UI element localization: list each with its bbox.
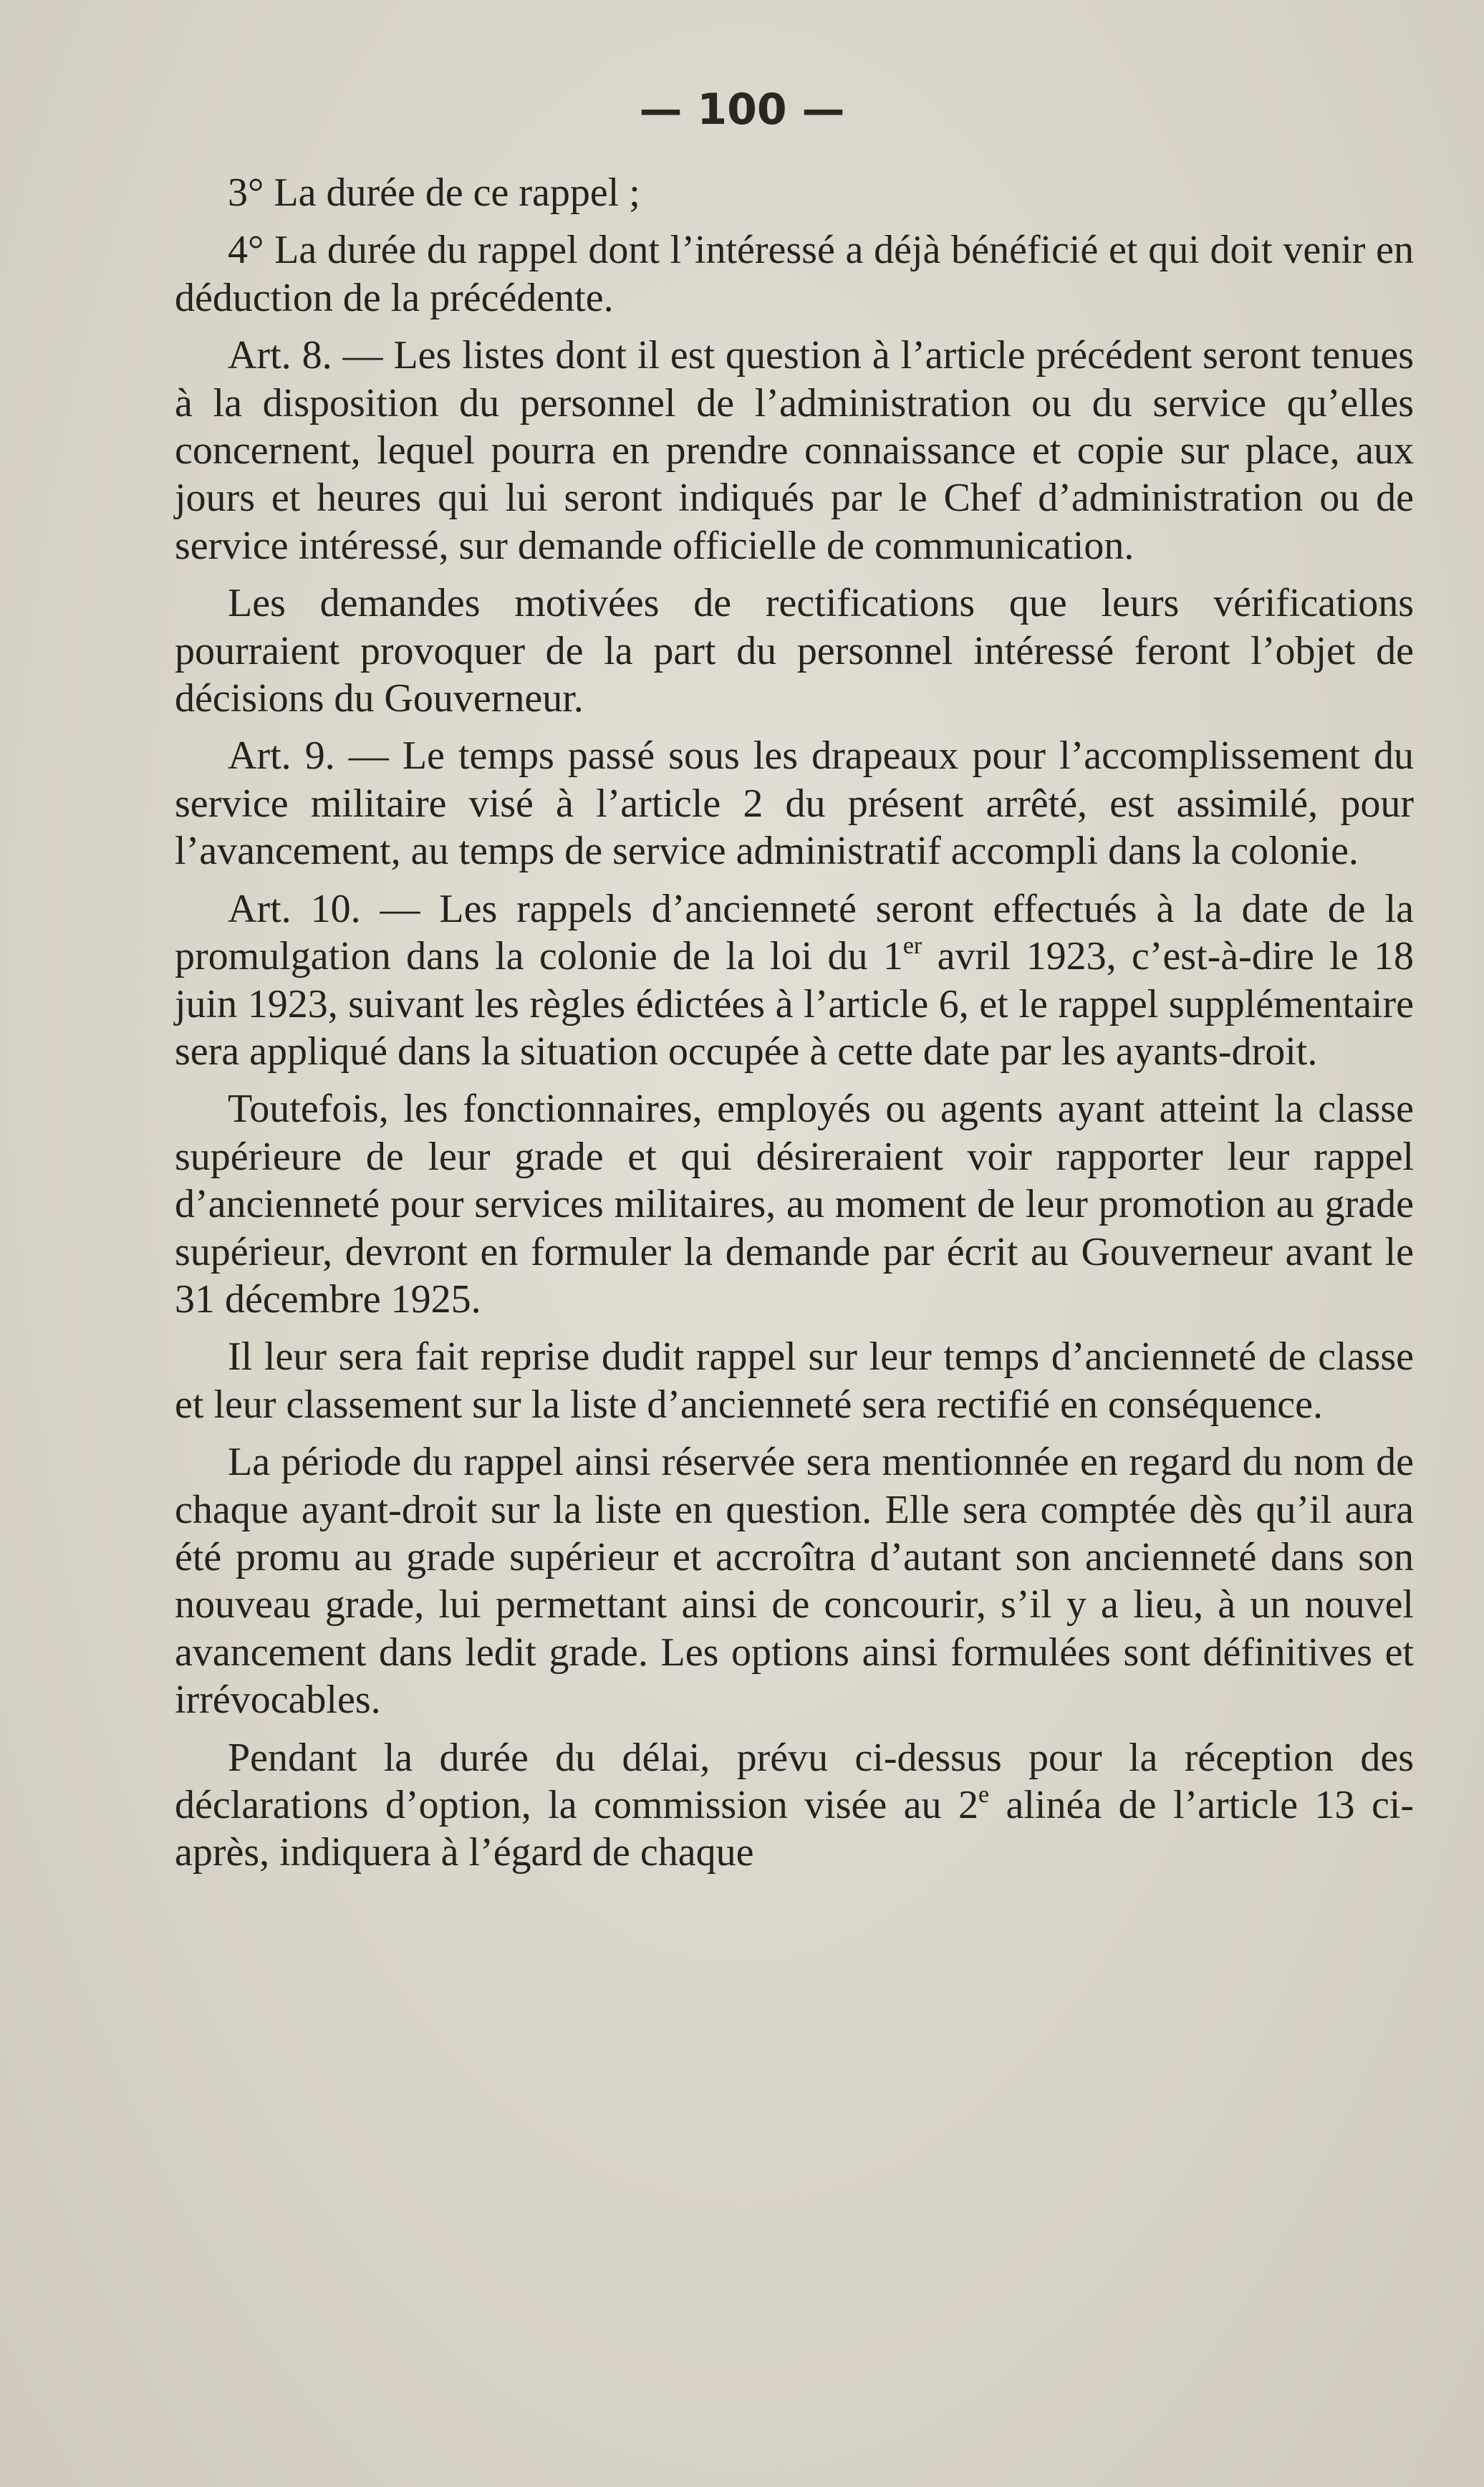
paragraph-article-8: Art. 8. — Les listes dont il est question à l’article précédent seront tenues à la disposition du personnel de l’administration ou du service qu’elles concernent, lequel pourra en prendre connaissance et copie sur place, aux jours et heures qui lui seront indiqués par le Chef d’administration ou de service intéressé, sur demande officielle de communication. <box>175 333 1414 568</box>
paragraph-pendant-before: Pendant la durée du délai, prévu ci-dessus pour la réception des déclarations d’option, la commission visée au 2 <box>175 1735 1414 1827</box>
paragraph-pendant-after: alinéa de l’article 13 ci-après, indiquera à l’égard de chaque <box>175 1783 1415 1875</box>
body-text <box>175 169 1414 1887</box>
paragraph-article-10-after: avril 1923, c’est-à-dire le 18 juin 1923, suivant les règles édictées à l’article 6, et le rappel supplémentaire sera appliqué dans la situation occupée à cette date par les ayants-droit. <box>175 934 1414 1074</box>
paragraph-article-9: Art. 9. — Le temps passé sous les drapeaux pour l’accomplissement du service militaire visé à l’article 2 du présent arrêté, est assimilé, pour l’avancement, au temps de service administratif accompli dans la colonie. <box>175 733 1414 874</box>
paragraph-article-10 <box>175 885 1414 1076</box>
paragraph-item-3: 3° La durée de ce rappel ; <box>228 170 640 215</box>
paragraph-reprise: Il leur sera fait reprise dudit rappel sur leur temps d’ancienneté de classe et leur classement sur la liste d’ancienneté sera rectifié en conséquence. <box>175 1334 1414 1427</box>
superscript-er: er <box>902 933 922 960</box>
paragraph-rectifications: Les demandes motivées de rectifications que leurs vérifications pourraient provoquer de la part du personnel intéressé feront l’objet de décisions du Gouverneur. <box>175 581 1414 721</box>
superscript-e: e <box>978 1781 990 1808</box>
paragraph-pendant <box>175 1734 1414 1877</box>
paragraph-article-10-before: Art. 10. — Les rappels d’ancienneté seront effectués à la date de la promulgation dans la colonie de la loi du 1 <box>175 886 1414 979</box>
paragraph-toutefois: Toutefois, les fonctionnaires, employés ou agents ayant atteint la classe supérieure de leur grade et qui désireraient voir rapporter leur rappel d’ancienneté pour services militaires, au moment de leur promotion au grade supérieur, devront en formuler la demande par écrit au Gouverneur avant le 31 décembre 1925. <box>175 1087 1414 1322</box>
page-number: — 100 — <box>639 85 845 135</box>
paragraph-item-4: 4° La durée du rappel dont l’intéressé a déjà bénéficié et qui doit venir en déduction de la précédente. <box>175 228 1414 320</box>
paragraph-periode: La période du rappel ainsi réservée sera mentionnée en regard du nom de chaque ayant-droit sur la liste en question. Elle sera comptée dès qu’il aura été promu au grade supérieur et accroîtra d’autant son ancienneté dans son nouveau grade, lui permettant ainsi de concourir, s’il y a lieu, à un nouvel avancement dans ledit grade. Les options ainsi formulées sont définitives et irrévocables. <box>175 1440 1414 1723</box>
